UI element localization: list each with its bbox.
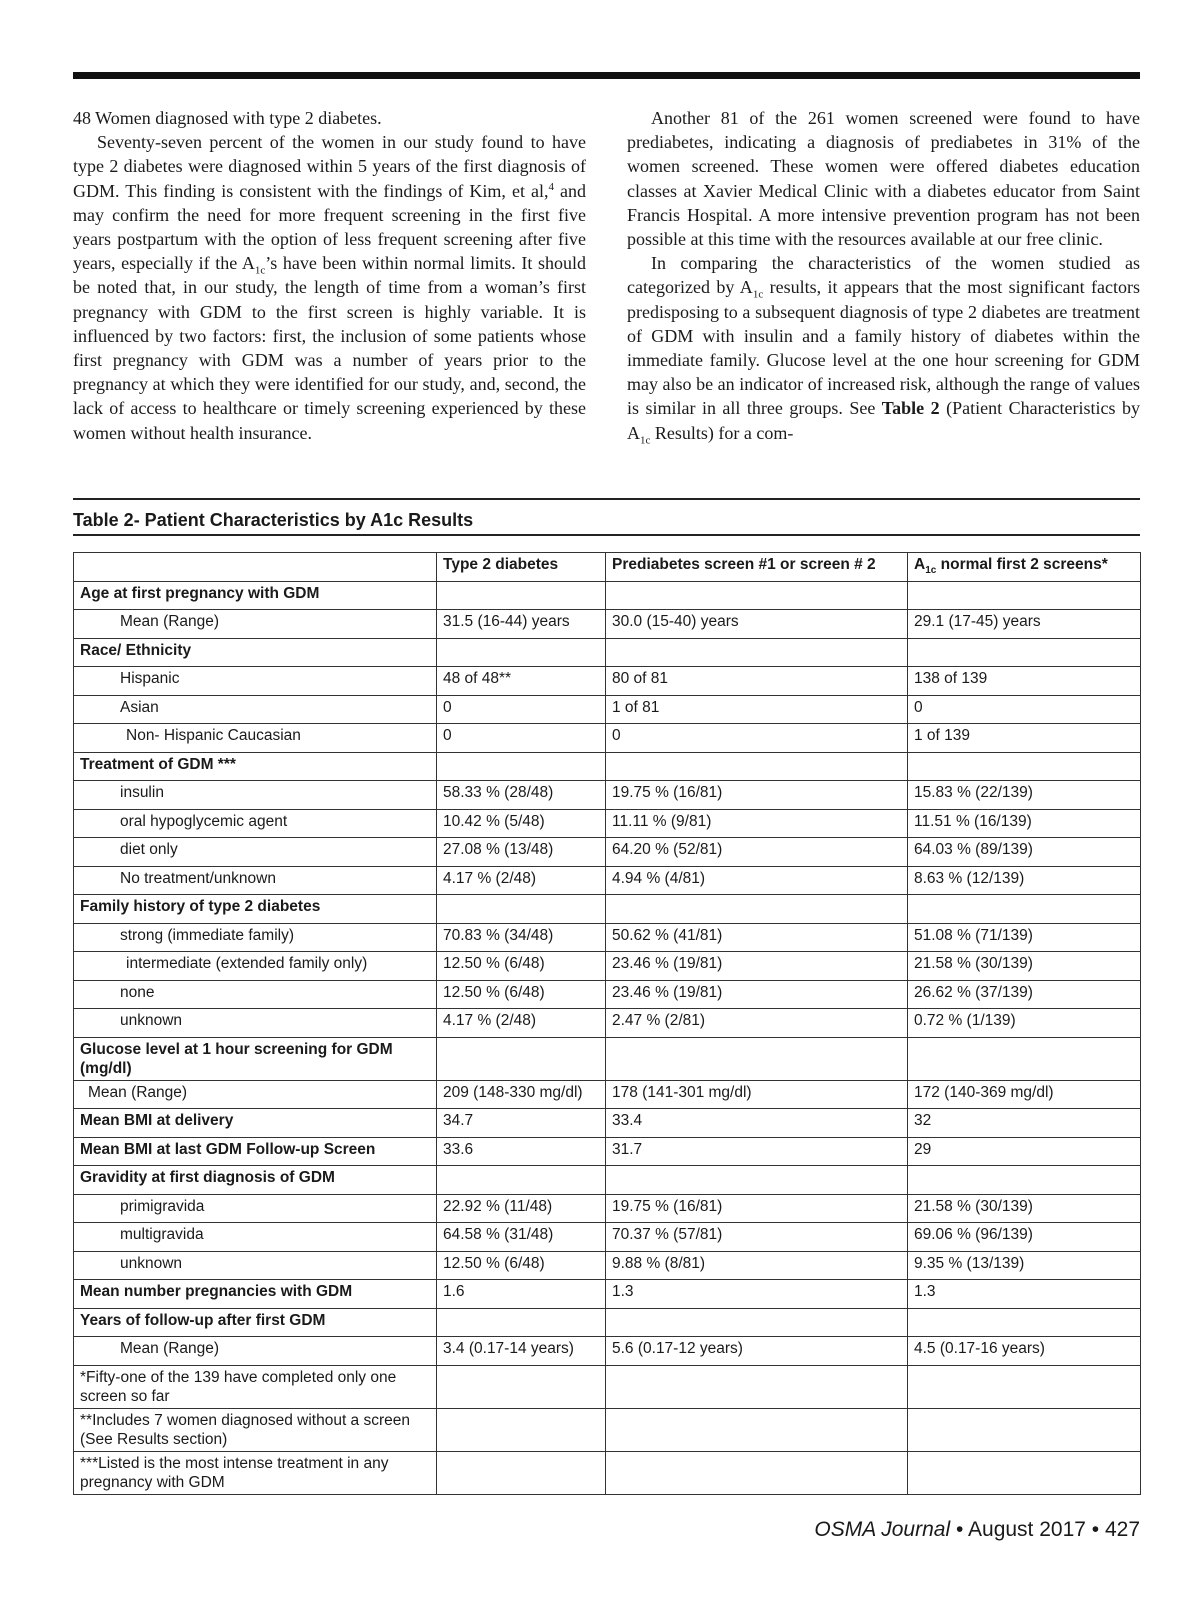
cell-a1c-normal: 29 [908, 1137, 1141, 1166]
cell-prediabetes [606, 1451, 908, 1494]
cell-a1c-normal: 32 [908, 1109, 1141, 1138]
cell-prediabetes: 2.47 % (2/81) [606, 1009, 908, 1038]
cell-a1c-normal [908, 1451, 1141, 1494]
row-label: Hispanic [74, 667, 437, 696]
cell-a1c-normal: 9.35 % (13/139) [908, 1251, 1141, 1280]
cell-type2 [437, 895, 606, 924]
row-label: strong (immediate family) [74, 923, 437, 952]
table-caption: Table 2- Patient Characteristics by A1c Results [73, 498, 1140, 536]
row-label: primigravida [74, 1194, 437, 1223]
cell-a1c-normal [908, 1308, 1141, 1337]
cell-a1c-normal: 8.63 % (12/139) [908, 866, 1141, 895]
row-label: Non- Hispanic Caucasian [74, 724, 437, 753]
cell-type2 [437, 752, 606, 781]
row-label: intermediate (extended family only) [74, 952, 437, 981]
row-label: Glucose level at 1 hour screening for GDM (mg/dl) [74, 1037, 437, 1080]
cell-prediabetes: 23.46 % (19/81) [606, 952, 908, 981]
table-row [74, 752, 1141, 781]
cell-a1c-normal [908, 752, 1141, 781]
text-run: In comparing the characteristics of the women studied as categorized by A [627, 253, 1140, 298]
cell-type2 [437, 1451, 606, 1494]
cell-a1c-normal: 26.62 % (37/139) [908, 980, 1141, 1009]
subscript: 1c [752, 289, 764, 302]
row-label: insulin [74, 781, 437, 810]
table-row [74, 610, 1141, 639]
table-body [74, 581, 1141, 1494]
header-prediabetes: Prediabetes screen #1 or screen # 2 [606, 553, 908, 582]
table-row [74, 1223, 1141, 1252]
cell-a1c-normal [908, 895, 1141, 924]
row-label: ***Listed is the most intense treatment in any pregnancy with GDM [74, 1451, 437, 1494]
table-row [74, 581, 1141, 610]
cell-prediabetes: 64.20 % (52/81) [606, 838, 908, 867]
row-label: unknown [74, 1009, 437, 1038]
row-label: Years of follow-up after first GDM [74, 1308, 437, 1337]
row-label: Age at first pregnancy with GDM [74, 581, 437, 610]
cell-a1c-normal: 4.5 (0.17-16 years) [908, 1337, 1141, 1366]
table-row [74, 1166, 1141, 1195]
cell-type2: 1.6 [437, 1280, 606, 1309]
cell-type2: 48 of 48** [437, 667, 606, 696]
cell-a1c-normal: 1 of 139 [908, 724, 1141, 753]
footer-details: • August 2017 • 427 [950, 1518, 1140, 1541]
right-column [627, 106, 1140, 445]
row-label: Mean number pregnancies with GDM [74, 1280, 437, 1309]
table-row [74, 1451, 1141, 1494]
row-label: diet only [74, 838, 437, 867]
cell-prediabetes: 31.7 [606, 1137, 908, 1166]
row-label: No treatment/unknown [74, 866, 437, 895]
row-label: Asian [74, 695, 437, 724]
row-label: Mean BMI at last GDM Follow-up Screen [74, 1137, 437, 1166]
table-row [74, 1408, 1141, 1451]
row-label: *Fifty-one of the 139 have completed only one screen so far [74, 1365, 437, 1408]
table-row [74, 1109, 1141, 1138]
text-run: and may confirm the need for more frequent screening in the first five years postpartum with the option of less frequent screening after five years, especially if the A [73, 180, 587, 274]
cell-prediabetes [606, 895, 908, 924]
reference-mark: 4 [548, 180, 554, 193]
cell-prediabetes [606, 1166, 908, 1195]
journal-name: OSMA Journal [814, 1518, 951, 1541]
cell-type2: 27.08 % (13/48) [437, 838, 606, 867]
cell-a1c-normal: 29.1 (17-45) years [908, 610, 1141, 639]
header-cell-empty [74, 553, 437, 582]
cell-type2: 31.5 (16-44) years [437, 610, 606, 639]
table-row [74, 866, 1141, 895]
table-row [74, 809, 1141, 838]
cell-a1c-normal [908, 581, 1141, 610]
row-label: Gravidity at first diagnosis of GDM [74, 1166, 437, 1195]
cell-prediabetes: 5.6 (0.17-12 years) [606, 1337, 908, 1366]
cell-type2: 64.58 % (31/48) [437, 1223, 606, 1252]
cell-a1c-normal: 138 of 139 [908, 667, 1141, 696]
table-row [74, 724, 1141, 753]
patient-characteristics-table [73, 552, 1141, 1495]
table-row [74, 952, 1141, 981]
text-run: Seventy-seven percent of the women in our study found to have type 2 diabetes were diagnosed within 5 years of the first diagnosis of GDM. This finding is consistent with the findings of Kim, et al, [73, 132, 586, 201]
left-column [73, 106, 586, 445]
cell-type2 [437, 1365, 606, 1408]
cell-type2: 0 [437, 724, 606, 753]
cell-type2: 12.50 % (6/48) [437, 1251, 606, 1280]
cell-prediabetes: 9.88 % (8/81) [606, 1251, 908, 1280]
table-row [74, 1365, 1141, 1408]
subscript: 1c [925, 565, 937, 577]
cell-a1c-normal [908, 1408, 1141, 1451]
table-row [74, 1280, 1141, 1309]
row-label: Mean BMI at delivery [74, 1109, 437, 1138]
cell-prediabetes: 50.62 % (41/81) [606, 923, 908, 952]
cell-a1c-normal: 21.58 % (30/139) [908, 1194, 1141, 1223]
cell-prediabetes: 0 [606, 724, 908, 753]
cell-prediabetes: 4.94 % (4/81) [606, 866, 908, 895]
text-run: Results) for a com- [650, 422, 794, 443]
header-type2: Type 2 diabetes [437, 553, 606, 582]
cell-a1c-normal: 51.08 % (71/139) [908, 923, 1141, 952]
table-row [74, 980, 1141, 1009]
cell-a1c-normal: 0.72 % (1/139) [908, 1009, 1141, 1038]
cell-prediabetes [606, 1365, 908, 1408]
row-label: unknown [74, 1251, 437, 1280]
table-row [74, 638, 1141, 667]
cell-type2 [437, 581, 606, 610]
table-row [74, 1080, 1141, 1109]
cell-prediabetes: 33.4 [606, 1109, 908, 1138]
cell-type2: 34.7 [437, 1109, 606, 1138]
cell-prediabetes [606, 1037, 908, 1080]
cell-prediabetes: 80 of 81 [606, 667, 908, 696]
table-header-row [74, 553, 1141, 582]
cell-type2: 0 [437, 695, 606, 724]
cell-a1c-normal [908, 1365, 1141, 1408]
paragraph [627, 251, 1140, 445]
row-label: multigravida [74, 1223, 437, 1252]
cell-prediabetes: 178 (141-301 mg/dl) [606, 1080, 908, 1109]
subscript: 1c [254, 264, 266, 277]
cell-prediabetes: 30.0 (15-40) years [606, 610, 908, 639]
cell-prediabetes: 19.75 % (16/81) [606, 781, 908, 810]
cell-prediabetes [606, 638, 908, 667]
table-reference: Table 2 [881, 398, 940, 419]
top-rule [73, 72, 1140, 79]
header-text: normal first 2 screens* [936, 556, 1108, 573]
header-text: A [914, 556, 926, 573]
row-label: none [74, 980, 437, 1009]
cell-type2: 4.17 % (2/48) [437, 866, 606, 895]
table-row [74, 1037, 1141, 1080]
cell-a1c-normal: 69.06 % (96/139) [908, 1223, 1141, 1252]
cell-a1c-normal [908, 1037, 1141, 1080]
cell-prediabetes [606, 752, 908, 781]
cell-prediabetes: 23.46 % (19/81) [606, 980, 908, 1009]
table-row [74, 1308, 1141, 1337]
cell-a1c-normal: 64.03 % (89/139) [908, 838, 1141, 867]
cell-a1c-normal: 1.3 [908, 1280, 1141, 1309]
row-label: Mean (Range) [74, 1080, 437, 1109]
table-row [74, 695, 1141, 724]
paragraph [73, 130, 586, 445]
cell-type2 [437, 1037, 606, 1080]
row-label: Family history of type 2 diabetes [74, 895, 437, 924]
cell-prediabetes: 1 of 81 [606, 695, 908, 724]
paragraph: Another 81 of the 261 women screened were found to have prediabetes, indicating a diagnosis of prediabetes in 31% of the women screened. These women were offered diabetes education classes at Xavier Medical Clinic with a diabetes educator from Saint Francis Hospital. A more intensive prevention program has not been possible at this time with the resources available at our free clinic. [627, 108, 1140, 250]
cell-type2: 58.33 % (28/48) [437, 781, 606, 810]
cell-prediabetes [606, 1308, 908, 1337]
cell-prediabetes [606, 581, 908, 610]
table-row [74, 1251, 1141, 1280]
table-row [74, 1337, 1141, 1366]
table-row [74, 781, 1141, 810]
table-row [74, 838, 1141, 867]
cell-type2 [437, 1408, 606, 1451]
page-footer [814, 1518, 1140, 1542]
cell-type2: 12.50 % (6/48) [437, 980, 606, 1009]
cell-type2 [437, 1308, 606, 1337]
row-label: **Includes 7 women diagnosed without a screen (See Results section) [74, 1408, 437, 1451]
row-label: oral hypoglycemic agent [74, 809, 437, 838]
text-run: ’s have been within normal limits. It should be noted that, in our study, the length of time from a woman’s first pregnancy with GDM to the first screen is highly variable. It is influenced by two factors: first, the inclusion of some patients whose first pregnancy with GDM was a number of years prior to the pregnancy at which they were identified for our study, and, second, the lack of access to healthcare or timely screening experienced by these women without health insurance. [73, 253, 586, 443]
cell-a1c-normal: 0 [908, 695, 1141, 724]
cell-type2 [437, 1166, 606, 1195]
body-text [73, 106, 1140, 445]
cell-type2: 209 (148-330 mg/dl) [437, 1080, 606, 1109]
cell-a1c-normal: 15.83 % (22/139) [908, 781, 1141, 810]
row-label: Treatment of GDM *** [74, 752, 437, 781]
cell-prediabetes: 1.3 [606, 1280, 908, 1309]
table-row [74, 895, 1141, 924]
row-label: Race/ Ethnicity [74, 638, 437, 667]
table-row [74, 667, 1141, 696]
cell-type2: 70.83 % (34/48) [437, 923, 606, 952]
table-2 [73, 498, 1140, 1495]
subscript: 1c [640, 434, 651, 447]
row-label: Mean (Range) [74, 1337, 437, 1366]
text-run: results, it appears that the most significant factors predisposing to a subsequent diagnosis of type 2 diabetes are treatment of GDM with insulin and a family history of diabetes within the immediate family. Glucose level at the one hour screening for GDM may also be an indicator of increased risk, although the range of values is similar in all three groups. See [627, 277, 1141, 419]
table-row [74, 1194, 1141, 1223]
cell-prediabetes: 19.75 % (16/81) [606, 1194, 908, 1223]
cell-type2: 33.6 [437, 1137, 606, 1166]
cell-a1c-normal: 11.51 % (16/139) [908, 809, 1141, 838]
paragraph: 48 Women diagnosed with type 2 diabetes. [73, 108, 382, 128]
cell-type2: 3.4 (0.17-14 years) [437, 1337, 606, 1366]
cell-type2 [437, 638, 606, 667]
cell-type2: 4.17 % (2/48) [437, 1009, 606, 1038]
cell-prediabetes: 11.11 % (9/81) [606, 809, 908, 838]
text-run: (Patient Characteristics by A [627, 398, 1141, 443]
cell-a1c-normal [908, 1166, 1141, 1195]
table-row [74, 923, 1141, 952]
cell-prediabetes [606, 1408, 908, 1451]
table-row [74, 1009, 1141, 1038]
cell-a1c-normal: 172 (140-369 mg/dl) [908, 1080, 1141, 1109]
cell-a1c-normal [908, 638, 1141, 667]
row-label: Mean (Range) [74, 610, 437, 639]
header-a1c-normal [908, 553, 1141, 582]
cell-type2: 12.50 % (6/48) [437, 952, 606, 981]
cell-type2: 22.92 % (11/48) [437, 1194, 606, 1223]
cell-prediabetes: 70.37 % (57/81) [606, 1223, 908, 1252]
table-row [74, 1137, 1141, 1166]
cell-type2: 10.42 % (5/48) [437, 809, 606, 838]
cell-a1c-normal: 21.58 % (30/139) [908, 952, 1141, 981]
